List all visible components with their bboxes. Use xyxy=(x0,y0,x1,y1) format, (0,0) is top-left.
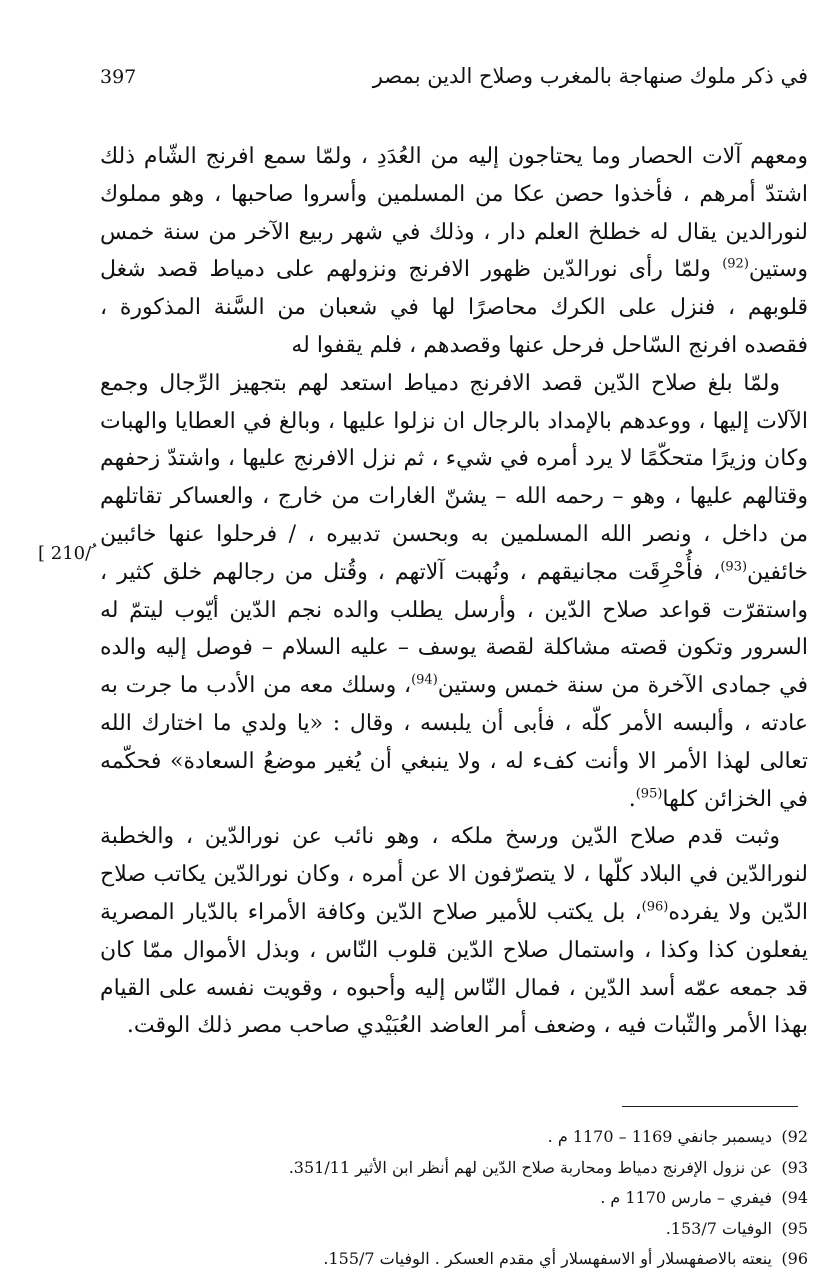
footnote-92 xyxy=(100,1122,808,1153)
paragraph-3 xyxy=(100,818,808,1045)
paragraph-2-text-4: . xyxy=(628,786,636,812)
running-title: في ذكر ملوك صنهاجة بالمغرب وصلاح الدين بمصر xyxy=(372,64,808,88)
footnote-divider xyxy=(622,1106,798,1107)
footnote-text: الوفيات 153/7. xyxy=(665,1218,772,1238)
paragraph-3-text-1: وثبت قدم صلاح الدّين ورسخ ملكه ، وهو نائب عن نورالدّين ، والخطبة لنورالدّين في البلاد كلّها ، لا يتصرّفون الا عن أمره ، وكان نورالدّين يكاتب صلاح الدّين ولا يفرده xyxy=(100,824,808,925)
footnote-number: (92 xyxy=(781,1127,808,1146)
paragraph-3-text-2: ، بل يكتب للأمير صلاح الدّين وكافة الأمراء بالدّيار المصرية يفعلون كذا وكذا ، واستمال صلاح الدّين قلوب النّاس ، وبذل الأموال ممّا كان قد جمعه عمّه أسد الدّين ، فمال النّاس إليه وأحبوه ، وقويت نفسه على القيام بهذا الأمر والثّبات فيه ، وضعف أمر العاضد العُبَيْدي صاحب مصر ذلك الوقت. xyxy=(100,899,808,1039)
footnote-text: ديسمبر جانفي 1169 – 1170 م . xyxy=(547,1127,772,1146)
folio-marker: [ 210/ ُ xyxy=(38,543,97,564)
paragraph-2-text-2: ، فأُحْرِقَت مجانيقهم ، ونُهبت آلاتهم ، وقُتل من رجالهم خلق كثير ، واستقرّت قواعد صلاح الدّين ، وأرسل يطلب والده نجم الدّين أيّوب ليتمّ له السرور وتكون قصته مشاكلة لقصة يوسف – عليه السلام – فوصل إليه والده في جمادى الآخرة من سنة خمس وستين xyxy=(100,559,809,699)
footnote-text: عن نزول الإفرنج دمياط ومحاربة صلاح الدّين لهم أنظر ابن الأثير 351/11. xyxy=(288,1157,772,1177)
footnote-95 xyxy=(100,1214,808,1245)
paragraph-1 xyxy=(100,138,808,365)
footnote-93 xyxy=(100,1153,808,1184)
footnote-96 xyxy=(100,1244,808,1275)
footnote-number: (93 xyxy=(781,1157,808,1177)
paragraph-1-text-2: ولمّا رأى نورالدّين ظهور الافرنج ونزولهم على دمياط قصد شغل قلوبهم ، فنزل على الكرك محاصرًا لها في شعبان من السَّنة المذكورة ، فقصده افرنج السّاحل فرحل عنها وقصدهم ، فلم يقفوا له xyxy=(100,257,808,358)
footnote-number: (96 xyxy=(781,1249,808,1268)
footnote-ref-93: (93) xyxy=(720,559,748,575)
footnote-ref-94: (94) xyxy=(411,672,438,688)
footnote-ref-92: (92) xyxy=(722,257,749,273)
running-header xyxy=(100,64,808,104)
footnote-94 xyxy=(100,1183,808,1214)
footnotes xyxy=(100,1122,808,1275)
body-text xyxy=(100,138,808,1045)
paragraph-2-text-1: ولمّا بلغ صلاح الدّين قصد الافرنج دمياط استعد لهم بتجهيز الرِّجال وجمع الآلات إليها ، ووعدهم بالإمداد بالرجال ان نزلوا عليها ، وبالغ في العطايا والهبات وكان وزيرًا متحكّمًا لا يرد أمره في شيء ، ثم نزل الافرنج عليها ، واشتدّ زحفهم وقتالهم عليها ، وهو – رحمه الله – يشنّ الغارات من خارج ، والعساكر تقاتلهم من داخل ، ونصر الله المسلمين به وبحسن تدبيره ، / فرحلوا عنها خائبين خائفين xyxy=(100,370,808,585)
paragraph-1-text-1: ومعهم آلات الحصار وما يحتاجون إليه من العُدَدِ ، ولمّا سمع افرنج الشّام ذلك اشتدّ أمرهم ، فأخذوا حصن عكا من المسلمين وأسروا صاحبها ، وهو مملوك لنورالدين يقال له خطلخ العلم دار ، وذلك في شهر ربيع الآخر من سنة خمس وستين xyxy=(100,144,808,283)
footnote-text: فيفري – مارس 1170 م . xyxy=(600,1188,772,1207)
footnote-number: (95 xyxy=(781,1218,808,1238)
paragraph-2 xyxy=(100,365,808,819)
page-number: 397 xyxy=(100,66,137,88)
footnote-text: ينعته بالاصفهسلار أو الاسفهسلار أي مقدم العسكر . الوفيات 155/7. xyxy=(323,1249,772,1268)
footnote-ref-95: (95) xyxy=(635,786,663,802)
paragraph-2-text-3: ، وسلك معه من الأدب ما جرت به عادته ، وألبسه الأمر كلّه ، فأبى أن يلبسه ، وقال : «يا ولدي ما اختارك الله تعالى لهذا الأمر الا وأنت كفء له ، ولا ينبغي أن يُغير موضعُ السعادة» فحكّمه في الخزائن كلها xyxy=(100,673,808,812)
footnote-number: (94 xyxy=(781,1188,808,1207)
footnote-ref-96: (96) xyxy=(641,899,669,915)
